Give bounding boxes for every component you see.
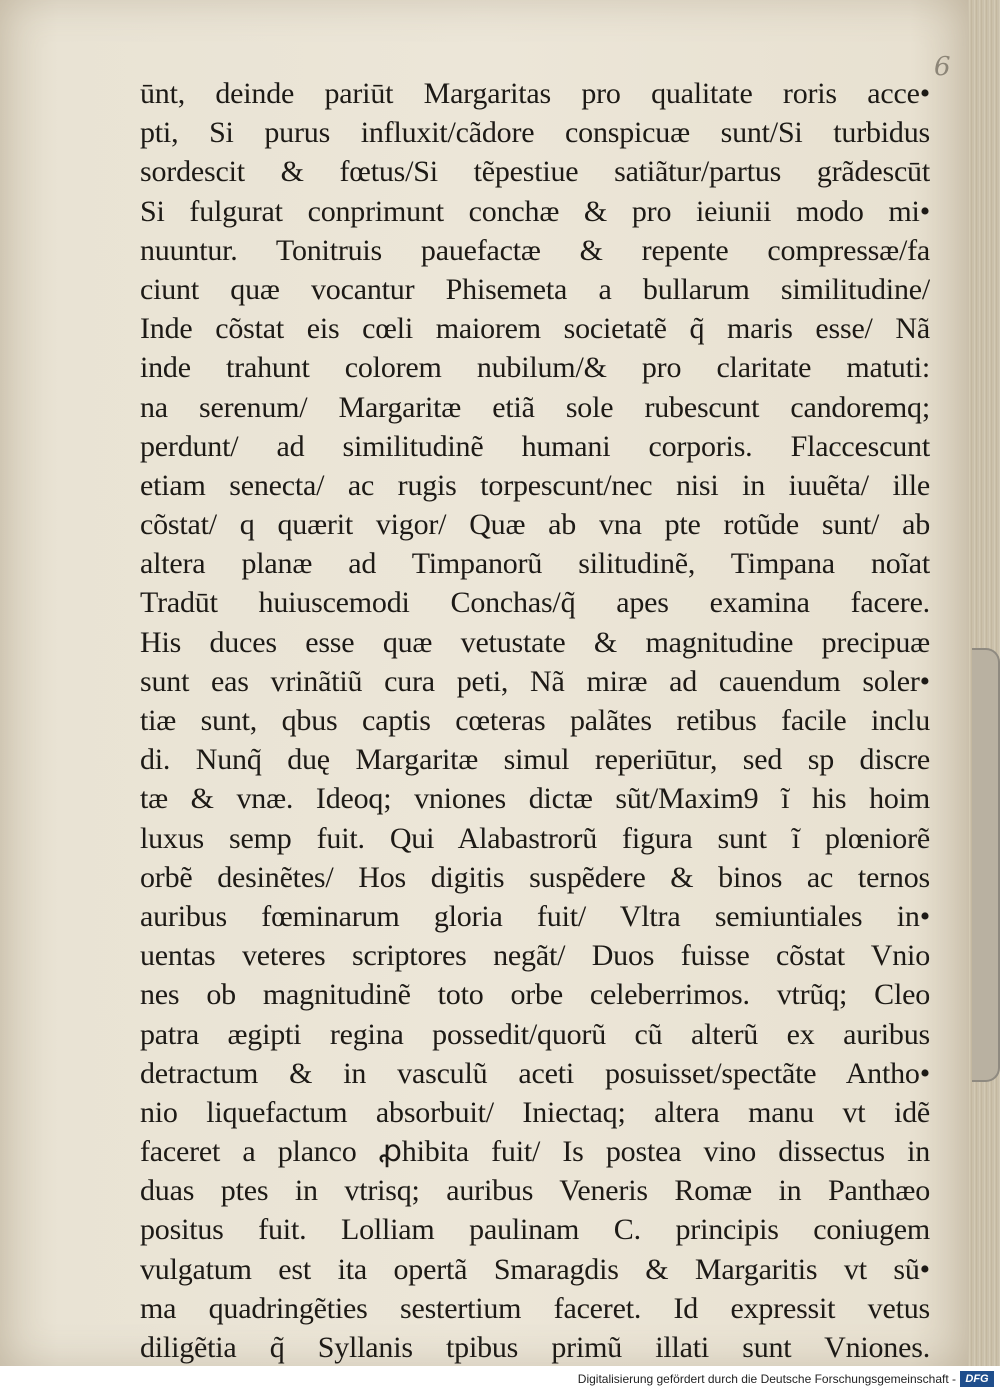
text-line: vulgatum est ita opertã Smaragdis & Margaritis vt sũ• [140,1252,930,1286]
text-line: di. Nunq̃ duę Margaritæ simul reperiūtur, sed sp discre [140,743,930,777]
text-line: orbẽ desinẽtes/ Hos digitis suspẽdere & binos ac ternos [140,860,930,894]
text-line: nio liquefactum absorbuit/ Iniectaq; altera manu vt idẽ [140,1095,930,1129]
text-line: perdunt/ ad similitudinẽ humani corporis. Flaccescunt [140,429,930,463]
folio-number: 6 [934,52,951,82]
text-line: uentas veteres scriptores negãt/ Duos fuisse cõstat Vnio [140,939,930,973]
text-line: diligẽtia q̃ Syllanis tpibus primũ illati sunt Vniones. [140,1331,930,1364]
text-line: nes ob magnitudinẽ toto orbe celeberrimos. vtrũq; Cleo [140,978,930,1012]
text-line: positus fuit. Lolliam paulinam C. principis coniugem [140,1213,930,1247]
text-line: luxus semp fuit. Qui Alabastrorũ figura sunt ĩ plœniorẽ [140,821,930,855]
text-line: na serenum/ Margaritæ etiã sole rubescunt candoremq; [140,390,930,424]
text-line: detractum & in vasculũ aceti posuisset/spectãte Antho• [140,1056,930,1090]
text-line: ma quadringẽties sestertium faceret. Id expressit vetus [140,1291,930,1325]
text-line: etiam senecta/ ac rugis torpescunt/nec nisi in iuuẽta/ ille [140,468,930,502]
text-line: tæ & vnæ. Ideoq; vniones dictæ sũt/Maxim9 ĩ his hoim [140,782,930,816]
text-line: Inde cõstat eis cœli maiorem societatẽ q̃ maris esse/ Nã [140,312,930,346]
text-line: patra ægipti regina possedit/quorũ cũ alterũ ex auribus [140,1017,930,1051]
text-line: Si fulgurat conprimunt conchæ & pro ieiunii modo mi• [140,194,930,228]
text-line: faceret a planco ꝓhibita fuit/ Is postea vino dissectus in [140,1135,930,1169]
footer-credit: Digitalisierung gefördert durch die Deutsche Forschungsgemeinschaft - [577,1372,956,1386]
text-line: nuuntur. Tonitruis pauefactæ & repente compressæ/fa [140,233,930,267]
text-line: cõstat/ q quærit vigor/ Quæ ab vna pte rotũde sunt/ ab [140,508,930,542]
text-line: Tradūt huiuscemodi Conchas/q̃ apes examina facere. [140,586,930,620]
text-line: ciunt quæ vocantur Phisemeta a bullarum similitudine/ [140,272,930,306]
text-line: tiæ sunt, qbus captis cœteras palãtes retibus facile inclu [140,704,930,737]
page-tab-marker [972,648,1000,1082]
text-line: His duces esse quæ vetustate & magnitudine precipuæ [140,625,930,659]
text-line: duas ptes in vtrisq; auribus Veneris Romæ in Panthæo [140,1174,930,1208]
text-line: sordescit & fœtus/Si tẽpestiue satiãtur/partus grãdescūt [140,155,930,189]
text-line: auribus fœminarum gloria fuit/ Vltra semiuntiales in• [140,899,930,933]
dfg-logo-icon: DFG [960,1371,994,1387]
text-line: pti, Si purus influxit/cãdore conspicuæ sunt/Si turbidus [140,116,930,150]
text-column [140,74,930,1367]
footer-bar [0,1366,1000,1393]
text-line: sunt eas vrinãtiũ cura peti, Nã miræ ad cauendum soler• [140,664,930,698]
text-line: inde trahunt colorem nubilum/& pro claritate matuti: [140,351,930,385]
text-line: ūnt, deinde pariūt Margaritas pro qualitate roris acce• [140,77,930,110]
text-line: altera planæ ad Timpanorũ silitudinẽ, Timpana noĩat [140,547,930,581]
